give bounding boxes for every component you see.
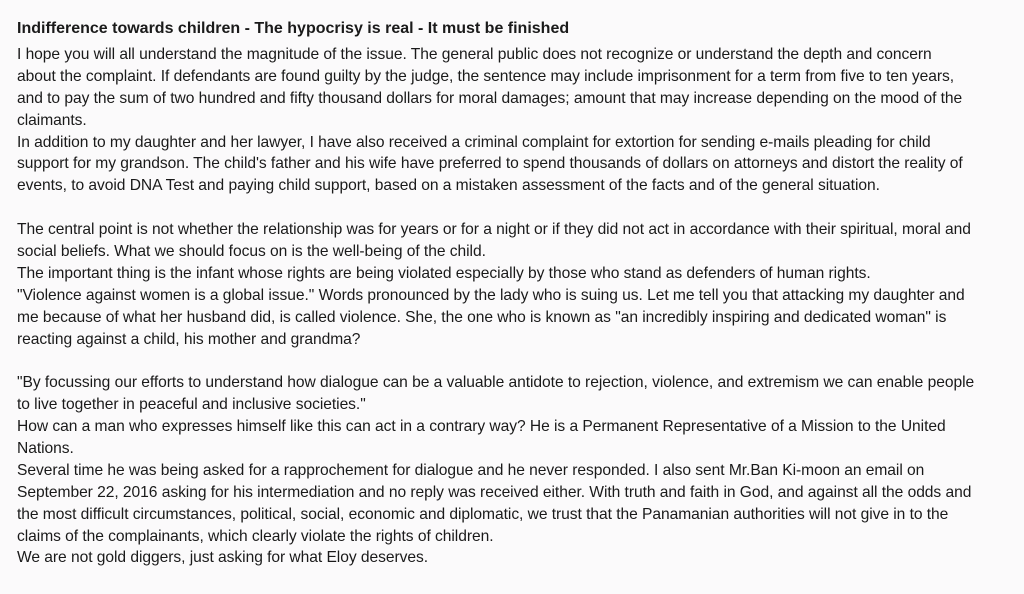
text-line: We are not gold diggers, just asking for what Eloy deserves. xyxy=(17,549,429,567)
text-line: me because of what her husband did, is called violence. She, the one who is known as "an incredibly inspiring and dedicated woman" is xyxy=(17,308,947,326)
text-line: "Violence against women is a global issue." Words pronounced by the lady who is suing us. Let me tell you that attacking my daughter and xyxy=(17,286,965,304)
paragraph-break xyxy=(17,197,1010,219)
text-line: claims of the complainants, which clearly violate the rights of children. xyxy=(17,527,494,545)
text-line: In addition to my daughter and her lawyer, I have also received a criminal complaint for extortion for sending e-mails pleading for child xyxy=(17,133,931,151)
text-line: How can a man who expresses himself like this can act in a contrary way? He is a Permanent Representative of a Mission to the United xyxy=(17,418,946,436)
text-line: "By focussing our efforts to understand how dialogue can be a valuable antidote to rejection, violence, and extremism we can enable people xyxy=(17,374,975,392)
document-body xyxy=(17,44,1010,569)
text-line: Several time he was being asked for a rapprochement for dialogue and he never responded. I also sent Mr.Ban Ki-moon an email on xyxy=(17,461,925,479)
text-line: Nations. xyxy=(17,440,74,458)
text-line: The central point is not whether the relationship was for years or for a night or if they did not act in accordance with their spiritual, moral and xyxy=(17,221,971,239)
document-title: Indifference towards children - The hypocrisy is real - It must be finished xyxy=(17,20,570,37)
text-line: the most difficult circumstances, political, social, economic and diplomatic, we trust that the Panamanian authorities will not give in to the xyxy=(17,505,949,523)
text-line: The important thing is the infant whose rights are being violated especially by those who stand as defenders of human rights. xyxy=(17,264,871,282)
text-line: about the complaint. If defendants are found guilty by the judge, the sentence may include imprisonment for a term from five to ten years, xyxy=(17,67,955,85)
text-line: reacting against a child, his mother and grandma? xyxy=(17,330,361,348)
text-line: I hope you will all understand the magnitude of the issue. The general public does not recognize or understand the depth and concern xyxy=(17,46,932,63)
paragraph-break xyxy=(17,350,1010,372)
text-line: claimants. xyxy=(17,111,87,129)
text-line: September 22, 2016 asking for his intermediation and no reply was received either. With truth and faith in God, and against all the odds and xyxy=(17,483,972,501)
text-line: support for my grandson. The child's father and his wife have preferred to spend thousands of dollars on attorneys and distort the reality of xyxy=(17,155,963,173)
text-line: and to pay the sum of two hundred and fifty thousand dollars for moral damages; amount that may increase depending on the mood of the xyxy=(17,89,963,107)
text-line: to live together in peaceful and inclusive societies." xyxy=(17,396,366,414)
text-line: events, to avoid DNA Test and paying child support, based on a mistaken assessment of the facts and of the general situation. xyxy=(17,177,880,195)
text-line: social beliefs. What we should focus on is the well-being of the child. xyxy=(17,243,486,261)
